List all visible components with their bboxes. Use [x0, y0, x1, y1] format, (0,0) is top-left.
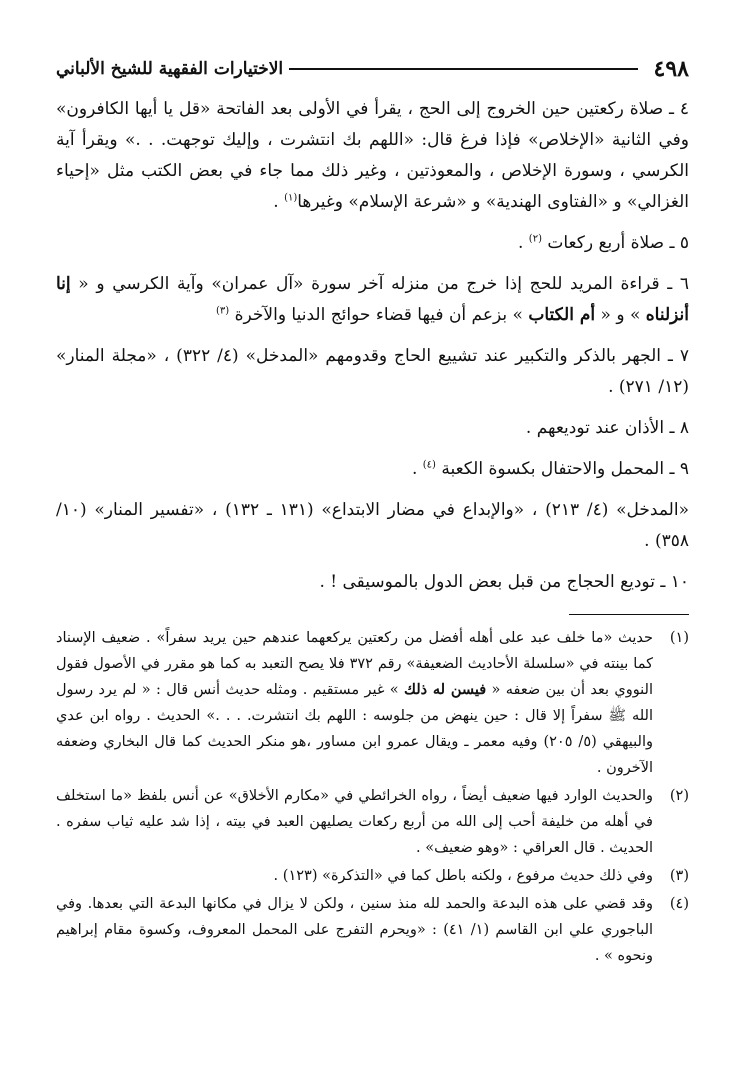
footnote-separator — [569, 614, 689, 615]
footnote-text: والحديث الوارد فيها ضعيف أيضاً ، رواه الخرائطي في «مكارم الأخلاق» عن أنس بلفظ «ما استخلف في أهله من خليفة أحب إلى الله من أربع ركعات يصليهن العبد في بيته ، إذا شد عليه ثياب سفره . الحديث . قال العراقي : «وهو ضعيف» . — [56, 788, 653, 856]
footnote-number: (٢) — [669, 788, 689, 804]
item-text-end: . — [517, 233, 529, 253]
footnote-number: (٣) — [669, 868, 689, 884]
surah-name: إنا أنزلناه — [56, 274, 689, 325]
footnote-ref: (٤) — [422, 459, 436, 471]
footnote-1 — [56, 625, 689, 781]
item-text: » بزعم أن فيها قضاء حوائج الدنيا والآخرة — [229, 305, 529, 325]
page-header — [56, 52, 689, 86]
footnote-4 — [56, 891, 689, 969]
surah-name: أم الكتاب — [528, 305, 596, 325]
footnote-text-part: » غير مستقيم . ومثله حديث أنس قال : « لم يرد رسول الله ﷺ سفراً إلا قال : حين ينهض من جلوسه : اللهم بك انتشرت. . . .» الحديث . رواه ابن عدي والبيهقي (٥/ ٢٠٥) وفيه معمر ـ ويقال عمرو ابن مساور ،هو منكر الحديث كما قال البخاري وضعفه الآخرون . — [56, 682, 653, 776]
item-text-end: . — [411, 459, 423, 479]
list-item-10: ١٠ ـ توديع الحجاج من قبل بعض الدول بالموسيقى ! . — [319, 572, 689, 592]
list-item-7: ٧ ـ الجهر بالذكر والتكبير عند تشييع الحاج وقدومهم «المدخل» (٤/ ٣٢٢) ، «مجلة المنار» (١٢/ ٢٧١) . — [56, 346, 689, 397]
footnotes — [56, 625, 689, 969]
item-text: ٤ ـ صلاة ركعتين حين الخروج إلى الحج ، يقرأ في الأولى بعد الفاتحة «قل يا أيها الكافرون» وفي الثانية «الإخلاص» فإذا فرغ قال: «اللهم بك انتشرت ، وإليك توجهت. . .» ويقرأ آية الكرسي ، وسورة الإخلاص ، والمعوذتين ، وغير ذلك مما جاء في بعض الكتب مثل «إحياء الغزالي» و «الفتاوى الهندية» و «شرعة الإسلام» وغيرها — [56, 99, 689, 212]
main-text — [56, 94, 689, 598]
item-text: ٩ ـ المحمل والاحتفال بكسوة الكعبة — [435, 459, 689, 479]
footnote-text-part: حديث «ما خلف عبد على أهله أفضل من ركعتين يركعهما عندهم حين يريد سفراً» . ضعيف الإسناد كما بينته في «سلسلة الأحاديث الضعيفة» رقم ٣٧٢ فلا يصح التعبد به كما هو مقرر في الأصول فقول النووي بعد أن بين ضعفه « — [56, 630, 654, 698]
list-item-4 — [56, 94, 689, 218]
footnote-number: (٤) — [669, 896, 689, 912]
list-item-6 — [56, 269, 689, 331]
footnote-number: (١) — [669, 630, 689, 646]
item-text: ٥ ـ صلاة أربع ركعات — [541, 233, 689, 253]
footnote-ref: (٣) — [216, 305, 230, 317]
footnote-2 — [56, 783, 689, 861]
quoted-bold: فيسن له ذلك — [404, 681, 487, 698]
footnote-text: وفي ذلك حديث مرفوع ، ولكنه باطل كما في «التذكرة» (١٢٣) . — [273, 868, 653, 884]
references-line: «المدخل» (٤/ ٢١٣) ، «والإبداع في مضار الابتداع» (١٣١ ـ ١٣٢) ، «تفسير المنار» (١٠/ ٣٥٨) . — [56, 500, 689, 551]
item-text-end: . — [273, 192, 285, 212]
running-title: الاختيارات الفقهية للشيخ الألباني — [56, 59, 284, 79]
footnote-3 — [56, 863, 689, 889]
item-text: ٦ ـ قراءة المريد للحج إذا خرج من منزله آخر سورة «آل عمران» وآية الكرسي و « — [70, 274, 689, 294]
footnote-ref: (٢) — [528, 233, 542, 245]
page-number: ٤٩٨ — [653, 56, 689, 82]
footnote-ref: (١) — [284, 192, 298, 204]
footnote-text — [56, 625, 653, 781]
list-item-8: ٨ ـ الأذان عند توديعهم . — [525, 418, 689, 438]
list-item-5 — [56, 228, 689, 259]
list-item-9 — [56, 454, 689, 485]
footnote-text: وقد قضي على هذه البدعة والحمد لله منذ سنين ، ولكن لا يزال في مكانها البدعة التي بعدها. وفي الباجوري علي ابن القاسم (١/ ٤١) : «ويحرم التفرج على المحمل المعروف، وكسوة مقام إبراهيم ونحوه » . — [56, 896, 654, 964]
item-text: » و « — [595, 305, 646, 325]
header-rule — [289, 68, 637, 70]
